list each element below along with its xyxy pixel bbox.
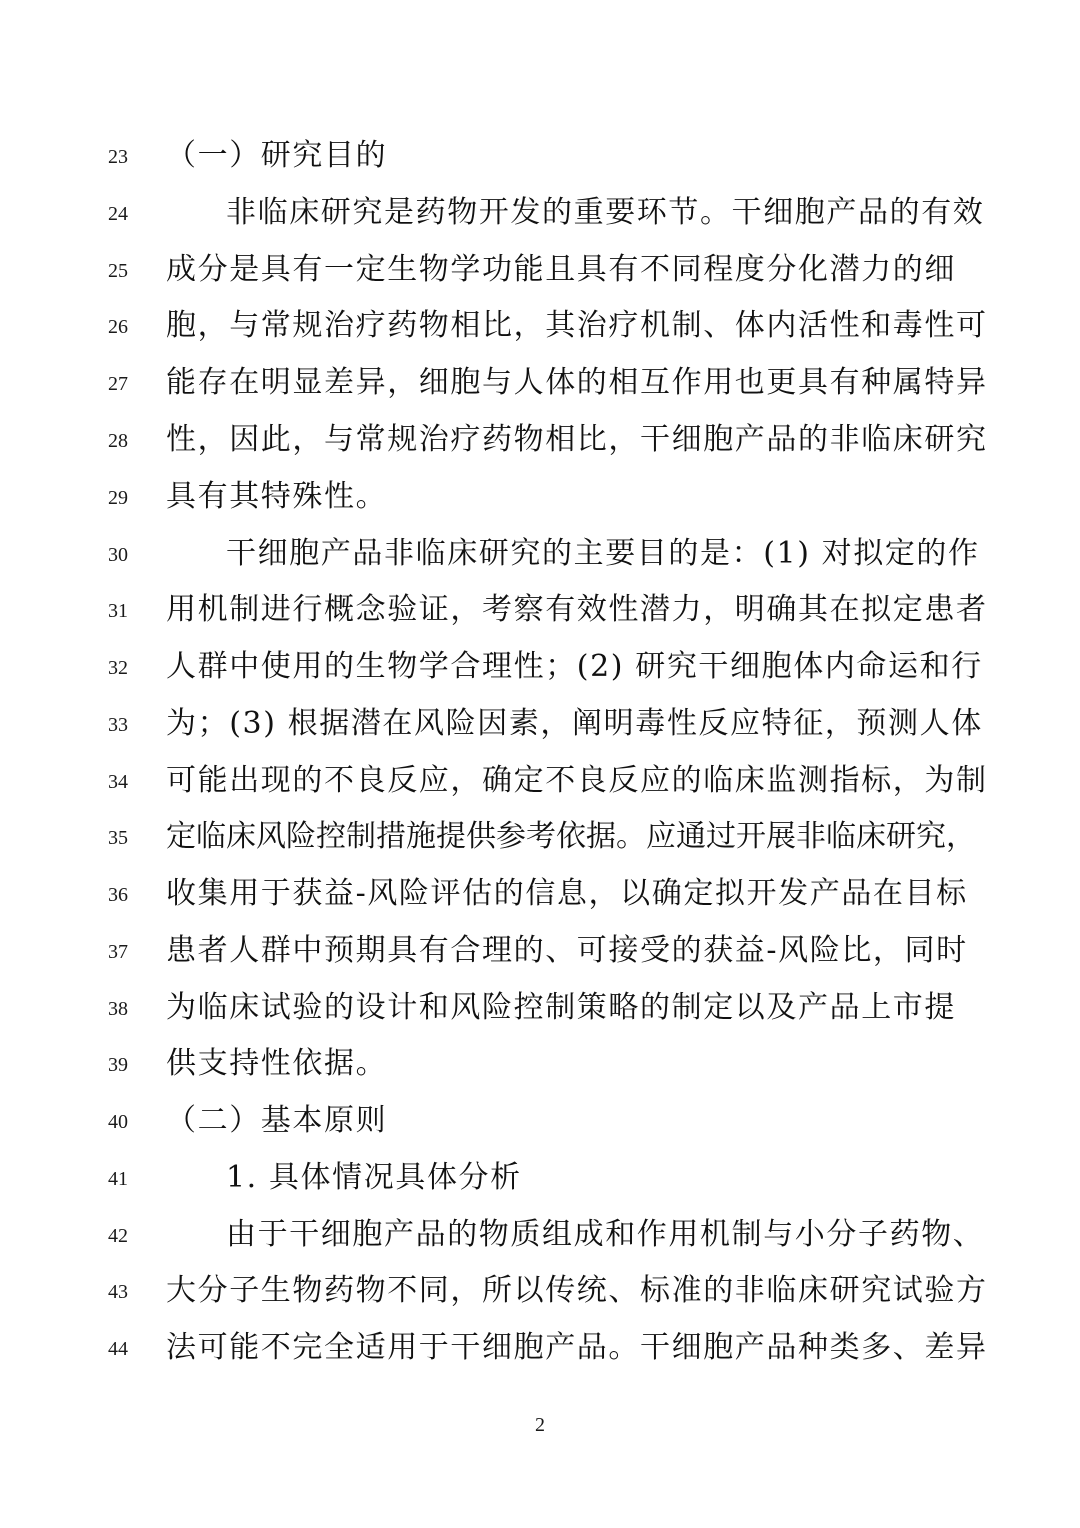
line-number: 44 <box>108 1338 128 1360</box>
line-number: 30 <box>108 544 128 566</box>
line-number: 37 <box>108 941 128 963</box>
line-27 <box>0 363 1080 403</box>
paragraph-text: 为；(3) 根据潜在风险因素，阐明毒性反应特征，预测人体 <box>166 706 983 741</box>
line-42 <box>0 1215 1080 1255</box>
line-34 <box>0 761 1080 801</box>
line-number: 35 <box>108 827 128 849</box>
line-number: 31 <box>108 600 128 622</box>
line-25 <box>0 250 1080 290</box>
line-32 <box>0 647 1080 687</box>
paragraph-text: 为临床试验的设计和风险控制策略的制定以及产品上市提 <box>166 990 956 1025</box>
line-number: 28 <box>108 430 128 452</box>
line-number: 41 <box>108 1168 128 1190</box>
paragraph-text: 具有其特殊性。 <box>166 479 388 514</box>
line-24 <box>0 193 1080 233</box>
paragraph-text: 大分子生物药物不同，所以传统、标准的非临床研究试验方 <box>166 1273 988 1308</box>
subsection-heading: 1. 具体情况具体分析 <box>226 1160 522 1195</box>
paragraph-text: 供支持性依据。 <box>166 1046 388 1081</box>
paragraph-text: 成分是具有一定生物学功能且具有不同程度分化潜力的细 <box>166 252 956 287</box>
line-35 <box>0 817 1080 857</box>
line-38 <box>0 988 1080 1028</box>
line-37 <box>0 931 1080 971</box>
paragraph-text: 定临床风险控制措施提供参考依据。应通过开展非临床研究， <box>166 819 976 854</box>
line-41 <box>0 1158 1080 1198</box>
paragraph-text: 性，因此，与常规治疗药物相比，干细胞产品的非临床研究 <box>166 422 988 457</box>
line-36 <box>0 874 1080 914</box>
line-31 <box>0 590 1080 630</box>
line-number: 38 <box>108 998 128 1020</box>
line-number: 24 <box>108 203 128 225</box>
paragraph-text: 用机制进行概念验证，考察有效性潜力，明确其在拟定患者 <box>166 592 988 627</box>
line-number: 29 <box>108 487 128 509</box>
paragraph-text: 法可能不完全适用于干细胞产品。干细胞产品种类多、差异 <box>166 1330 988 1365</box>
paragraph-text: 收集用于获益-风险评估的信息，以确定拟开发产品在目标 <box>166 876 968 911</box>
line-26 <box>0 306 1080 346</box>
line-29 <box>0 477 1080 517</box>
line-number: 39 <box>108 1054 128 1076</box>
paragraph-text: 非临床研究是药物开发的重要环节。干细胞产品的有效 <box>226 195 985 230</box>
page-number: 2 <box>535 1414 545 1436</box>
line-number: 27 <box>108 373 128 395</box>
line-number: 40 <box>108 1111 128 1133</box>
line-number: 43 <box>108 1281 128 1303</box>
paragraph-text: 胞，与常规治疗药物相比，其治疗机制、体内活性和毒性可 <box>166 308 988 343</box>
line-30 <box>0 534 1080 574</box>
line-number: 42 <box>108 1225 128 1247</box>
line-23 <box>0 136 1080 176</box>
paragraph-text: 干细胞产品非临床研究的主要目的是：(1) 对拟定的作 <box>226 536 980 571</box>
line-number: 33 <box>108 714 128 736</box>
paragraph-text: 由于干细胞产品的物质组成和作用机制与小分子药物、 <box>226 1217 985 1252</box>
paragraph-text: 能存在明显差异，细胞与人体的相互作用也更具有种属特异 <box>166 365 988 400</box>
section-heading: （二）基本原则 <box>166 1103 388 1138</box>
line-number: 36 <box>108 884 128 906</box>
paragraph-text: 患者人群中预期具有合理的、可接受的获益-风险比，同时 <box>166 933 968 968</box>
line-number: 34 <box>108 771 128 793</box>
line-33 <box>0 704 1080 744</box>
line-40 <box>0 1101 1080 1141</box>
line-number: 26 <box>108 316 128 338</box>
line-28 <box>0 420 1080 460</box>
section-heading: （一）研究目的 <box>166 138 388 173</box>
line-number: 32 <box>108 657 128 679</box>
paragraph-text: 可能出现的不良反应，确定不良反应的临床监测指标，为制 <box>166 763 988 798</box>
line-number: 23 <box>108 146 128 168</box>
line-39 <box>0 1044 1080 1084</box>
line-44 <box>0 1328 1080 1368</box>
line-number: 25 <box>108 260 128 282</box>
paragraph-text: 人群中使用的生物学合理性；(2) 研究干细胞体内命运和行 <box>166 649 983 684</box>
line-43 <box>0 1271 1080 1311</box>
